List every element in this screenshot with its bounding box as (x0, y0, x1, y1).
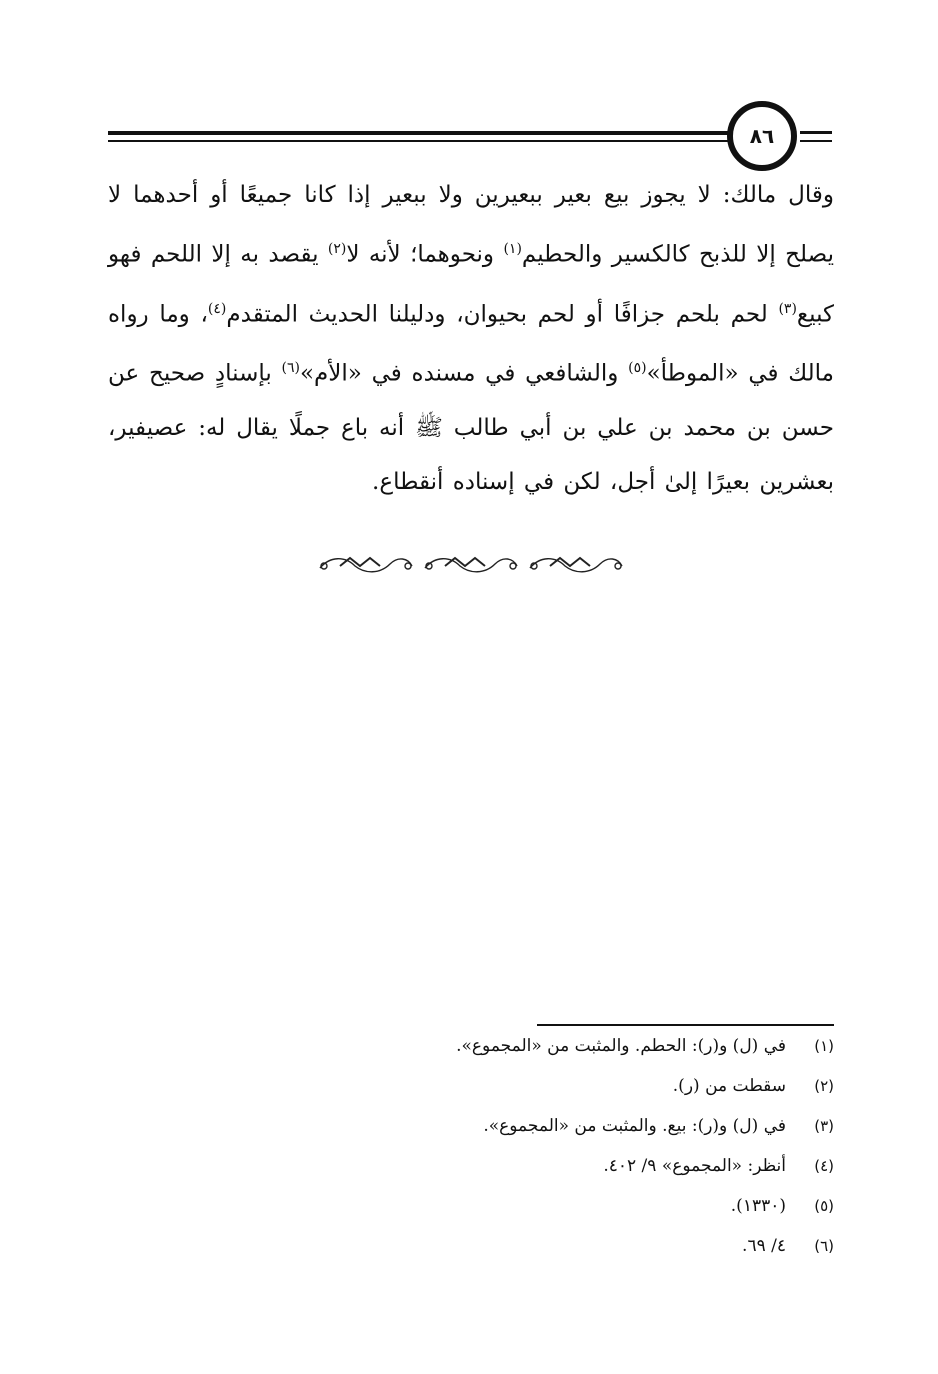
footnote-ref-6[interactable]: (٦) (281, 360, 300, 377)
section-divider-ornament (310, 548, 630, 580)
footnote (300, 1236, 834, 1276)
footnote-ref-3[interactable]: (٣) (778, 300, 797, 317)
ornament-motif (320, 558, 412, 572)
header-line-top (108, 131, 728, 135)
footnote (300, 1116, 834, 1156)
footnote-number: (٤) (814, 1157, 834, 1175)
page-number: ٨٦ (749, 124, 775, 148)
footnote-text: سقطت من (ر). (672, 1076, 786, 1096)
footnote (300, 1156, 834, 1196)
footnote (300, 1196, 834, 1236)
text-run: بإسنادٍ صحيح عن حسن بن محمد بن علي بن أبي طالب ﷺ أنه باع جملًا يقال له: عصيفير، بعشرين بعيرًا إلىٰ أجل، لكن في إسناده أنقطاع. (108, 360, 834, 495)
footnote-number: (٢) (814, 1077, 834, 1095)
ornament-motif (425, 558, 517, 572)
footnote-number: (١) (814, 1037, 834, 1055)
ornament-motif (530, 558, 622, 572)
footnote (300, 1036, 834, 1076)
main-text (108, 168, 834, 509)
footnote-number: (٥) (814, 1197, 834, 1215)
footnote-separator (537, 1024, 834, 1026)
footnote (300, 1076, 834, 1116)
header-tail-top (800, 131, 832, 134)
footnote-text: في (ل) و(ر): الحطم. والمثبت من «المجموع». (456, 1036, 786, 1056)
text-run: يقصد به إلا اللحم فهو كبيع (108, 241, 834, 328)
footnotes (300, 1036, 834, 1276)
text-run: لحم بلحم جزافًا أو لحم بحيوان، ودليلنا الحديث المتقدم (226, 301, 779, 328)
header-line-bottom (108, 140, 728, 142)
footnote-text: (١٣٣٠). (730, 1196, 786, 1216)
footnote-text: في (ل) و(ر): بيع. والمثبت من «المجموع». (483, 1116, 786, 1136)
header-tail-bottom (800, 140, 832, 142)
footnote-ref-1[interactable]: (١) (503, 241, 522, 257)
text-run: ونحوهما؛ لأنه لا (346, 241, 504, 268)
footnote-number: (٣) (814, 1117, 834, 1135)
page-number-badge (727, 101, 797, 171)
footnote-ref-2[interactable]: (٢) (327, 241, 347, 257)
paragraph (108, 168, 834, 509)
text-run: وقال مالك: لا يجوز بيع بعير ببعيرين ولا ببعير إذا كانا جميعًا أو أحدهما لا يصلح إلا للذبح كالكسير والحطيم (108, 182, 834, 268)
text-run: ، وما رواه مالك في «الموطأ» (108, 301, 834, 387)
footnote-text: أنظر: «المجموع» ٩/ ٤٠٢. (603, 1156, 786, 1176)
footnote-number: (٦) (814, 1237, 834, 1255)
text-run: والشافعي في مسنده في «الأم» (299, 360, 629, 387)
footnote-ref-4[interactable]: (٤) (207, 300, 227, 317)
footnote-ref-5[interactable]: (٥) (628, 360, 647, 377)
footnote-text: ٤/ ٦٩. (742, 1236, 786, 1256)
